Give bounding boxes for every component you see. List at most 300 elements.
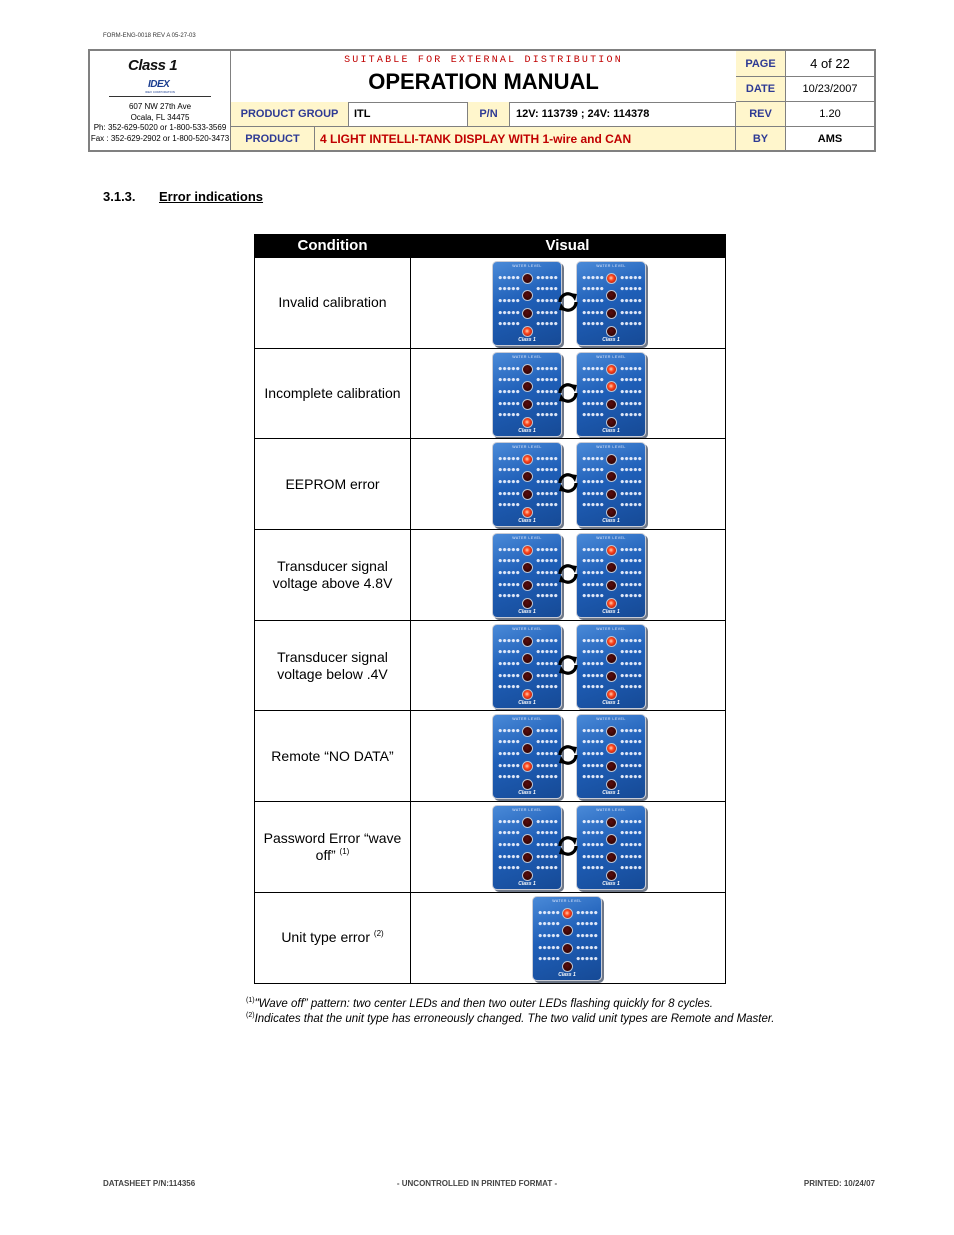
water-drop-icon [498,818,520,824]
panel-brand-logo: Class 1 [602,427,620,434]
water-drop-icon [498,738,520,744]
product-label: PRODUCT [231,127,315,150]
tank-display-panel [492,261,562,346]
panel-title: WATER LEVEL [552,898,582,903]
panel-brand-logo: Class 1 [602,699,620,706]
water-drop-icon [620,501,642,507]
panel-brand-logo: Class 1 [558,971,576,978]
rev-value: 1.20 [786,102,874,127]
form-id: FORM-ENG-0018 REV A 05-27-03 [103,33,196,39]
cycle-arrows-icon [556,834,580,858]
condition-label: EEPROM error [285,475,380,492]
footnote-mark: (2) [246,1012,255,1019]
water-drop-icon [582,818,604,824]
water-drop-icon [620,592,642,598]
section-number: 3.1.3. [103,189,136,204]
led-off-indicator [562,943,573,954]
water-drop-icon [538,944,560,950]
panel-brand-logo: Class 1 [602,337,620,343]
condition-label: Invalid calibration [278,294,387,311]
visual-cell [411,349,725,439]
water-drop-icon [498,762,520,768]
footnote-text: "Wave off” pattern: two center LEDs and then two outer LEDs flashing quickly for 8 cycles. [254,998,713,1010]
water-drop-icon [576,909,598,915]
led-on-indicator [606,636,617,647]
led-on-indicator [606,364,617,375]
water-drop-icon [536,738,558,744]
led-off-indicator [606,507,617,518]
condition-cell [255,530,411,620]
water-drop-icon [536,648,558,654]
water-drop-icon [582,455,604,461]
pn-value: 12V: 113739 ; 24V: 114378 [510,102,736,127]
water-drop-icon [620,864,642,870]
footnote-1 [246,998,713,1010]
led-off-indicator [522,489,533,500]
led-off-indicator [606,399,617,410]
water-drop-icon [498,455,520,461]
water-drop-icon [582,400,604,406]
water-drop-icon [582,750,604,756]
panel-brand-logo: Class 1 [518,699,536,706]
water-drop-icon [536,490,558,496]
led-on-indicator [562,908,573,919]
water-drop-icon [498,274,520,280]
water-drop-icon [498,400,520,406]
visual-column-header: Visual [545,237,590,254]
led-off-indicator [522,726,533,737]
pn-label: P/N [468,102,510,127]
company-address [90,102,230,144]
water-drop-icon [582,411,604,417]
water-drop-icon [582,546,604,552]
water-drop-icon [498,501,520,507]
led-off-indicator [522,580,533,591]
condition-text [271,748,393,765]
water-drop-icon [498,411,520,417]
water-drop-icon [536,309,558,315]
led-off-indicator [522,308,533,319]
water-drop-icon [620,581,642,587]
led-off-indicator [522,290,533,301]
distribution-notice: SUITABLE FOR EXTERNAL DISTRIBUTION [344,55,623,66]
water-drop-icon [582,309,604,315]
led-off-indicator [606,290,617,301]
led-off-indicator [606,779,617,790]
water-drop-icon [498,297,520,303]
date-value: 10/23/2007 [786,77,874,102]
led-off-indicator [522,834,533,845]
water-drop-icon [498,466,520,472]
panel-brand-logo: Class 1 [518,881,536,888]
led-off-indicator [522,636,533,647]
led-off-indicator [522,598,533,609]
water-drop-icon [538,955,560,961]
water-drop-icon [536,672,558,678]
panel-title: WATER LEVEL [596,445,626,450]
water-drop-icon [576,944,598,950]
water-drop-icon [620,557,642,563]
water-drop-icon [498,546,520,552]
water-drop-icon [620,569,642,575]
product-group-value: ITL [349,102,468,127]
water-drop-icon [620,762,642,768]
water-drop-icon [536,581,558,587]
panel-brand-logo: Class 1 [518,337,536,343]
water-drop-icon [498,853,520,859]
condition-text [285,476,379,493]
water-drop-icon [576,932,598,938]
water-drop-icon [582,581,604,587]
water-drop-icon [582,490,604,496]
led-on-indicator [522,689,533,700]
condition-cell [255,711,411,801]
condition-text [278,294,386,311]
water-drop-icon [498,309,520,315]
tank-display-panel [576,533,646,618]
tank-display-panel [492,624,562,709]
water-drop-icon [620,297,642,303]
tank-display-panel [492,442,562,527]
condition-column-header: Condition [297,237,368,254]
water-drop-icon [536,818,558,824]
water-drop-icon [620,285,642,291]
water-drop-icon [620,466,642,472]
condition-text [255,558,410,592]
led-off-indicator [606,580,617,591]
water-drop-icon [536,274,558,280]
water-drop-icon [582,557,604,563]
led-off-indicator [606,417,617,428]
water-drop-icon [498,750,520,756]
water-drop-icon [582,376,604,382]
panel-brand-logo: Class 1 [518,427,536,434]
date-label: DATE [736,77,786,102]
condition-cell [255,802,411,892]
address-line: 607 NW 27th Ave [128,102,192,111]
tank-display-panel [492,533,562,618]
led-on-indicator [606,545,617,556]
water-drop-icon [620,455,642,461]
led-off-indicator [606,761,617,772]
led-on-indicator [606,743,617,754]
water-drop-icon [536,285,558,291]
water-drop-icon [498,660,520,666]
condition-label: Password Error “wave off” [263,829,402,863]
water-drop-icon [498,864,520,870]
water-drop-icon [620,388,642,394]
led-off-indicator [522,364,533,375]
table-row [255,348,725,439]
condition-label: Remote “NO DATA” [271,747,394,764]
led-off-indicator [522,743,533,754]
water-drop-icon [498,727,520,733]
tank-display-panel [576,624,646,709]
led-off-indicator [562,925,573,936]
visual-cell [411,711,725,801]
water-drop-icon [620,546,642,552]
cycle-arrows-icon [556,562,580,586]
led-off-indicator [606,308,617,319]
panel-title: WATER LEVEL [596,536,626,541]
class1-logo: Class 1 [128,57,178,74]
water-drop-icon [582,388,604,394]
panel-title: WATER LEVEL [512,536,542,541]
water-drop-icon [582,466,604,472]
water-drop-icon [582,285,604,291]
panel-title: WATER LEVEL [512,626,542,631]
water-drop-icon [582,297,604,303]
table-row [255,892,725,983]
condition-text [281,929,383,946]
water-drop-icon [498,648,520,654]
water-drop-icon [582,478,604,484]
panel-brand-logo: Class 1 [602,790,620,797]
error-indications-table [254,234,726,984]
led-off-indicator [606,870,617,881]
water-drop-icon [536,411,558,417]
water-drop-icon [620,773,642,779]
water-drop-icon [582,841,604,847]
led-on-indicator [522,545,533,556]
page-label: PAGE [736,51,786,77]
cycle-arrows-icon [556,471,580,495]
water-drop-icon [620,683,642,689]
led-on-indicator [606,689,617,700]
panel-title: WATER LEVEL [596,626,626,631]
led-off-indicator [606,471,617,482]
panel-brand-logo: Class 1 [518,518,536,525]
water-drop-icon [498,478,520,484]
water-drop-icon [576,920,598,926]
water-drop-icon [536,660,558,666]
water-drop-icon [538,909,560,915]
water-drop-icon [582,569,604,575]
visual-cell [411,802,725,892]
rev-label: REV [736,102,786,127]
water-drop-icon [536,365,558,371]
water-drop-icon [620,727,642,733]
water-drop-icon [582,853,604,859]
water-drop-icon [498,829,520,835]
water-drop-icon [498,592,520,598]
footer-printed: PRINTED: 10/24/07 [803,1179,875,1188]
water-drop-icon [498,683,520,689]
water-drop-icon [582,672,604,678]
water-drop-icon [620,637,642,643]
water-drop-icon [620,490,642,496]
led-off-indicator [606,562,617,573]
tank-display-panel [492,352,562,437]
cycle-arrows-icon [556,290,580,314]
water-drop-icon [620,853,642,859]
table-row [255,529,725,620]
table-row [255,438,725,529]
water-drop-icon [582,660,604,666]
footer-datasheet: DATASHEET P/N:114356 [103,1179,196,1188]
water-drop-icon [498,672,520,678]
led-off-indicator [522,817,533,828]
water-drop-icon [498,490,520,496]
led-off-indicator [522,399,533,410]
tank-display-panel [576,352,646,437]
led-off-indicator [522,671,533,682]
water-drop-icon [582,274,604,280]
visual-cell [411,621,725,711]
panel-title: WATER LEVEL [512,717,542,722]
panel-title: WATER LEVEL [596,808,626,813]
water-drop-icon [576,955,598,961]
water-drop-icon [582,738,604,744]
water-drop-icon [536,683,558,689]
condition-text [264,385,400,402]
condition-cell [255,349,411,439]
panel-title: WATER LEVEL [596,717,626,722]
footnote-mark: (1) [246,997,255,1004]
water-drop-icon [620,648,642,654]
water-drop-icon [536,501,558,507]
water-drop-icon [536,569,558,575]
idex-logo: IDEX [148,79,170,90]
water-drop-icon [620,738,642,744]
water-drop-icon [498,285,520,291]
by-label: BY [736,127,786,150]
visual-cell [411,258,725,348]
cycle-arrows-icon [556,653,580,677]
water-drop-icon [536,400,558,406]
water-drop-icon [498,365,520,371]
water-drop-icon [582,501,604,507]
water-drop-icon [582,762,604,768]
water-drop-icon [620,376,642,382]
water-drop-icon [536,727,558,733]
document-header [88,49,876,152]
panel-title: WATER LEVEL [512,264,542,268]
panel-title: WATER LEVEL [596,354,626,359]
document-title: OPERATION MANUAL [368,69,599,94]
water-drop-icon [536,853,558,859]
title-cell [231,51,737,103]
led-off-indicator [606,454,617,465]
product-value: 4 LIGHT INTELLI-TANK DISPLAY WITH 1-wire and CAN [315,127,736,150]
led-off-indicator [522,273,533,284]
led-off-indicator [522,562,533,573]
water-drop-icon [582,365,604,371]
visual-cell [411,893,725,983]
condition-cell [255,893,411,983]
panel-brand-logo: Class 1 [602,609,620,616]
tank-display-panel [576,714,646,799]
by-value: AMS [817,132,843,145]
panel-brand-logo: Class 1 [518,790,536,797]
water-drop-icon [620,274,642,280]
water-drop-icon [620,750,642,756]
table-row [255,620,725,711]
condition-label: Unit type error [281,929,371,946]
condition-text [255,830,410,864]
water-drop-icon [582,829,604,835]
water-drop-icon [536,864,558,870]
table-row [255,710,725,801]
water-drop-icon [536,841,558,847]
phone-line: Ph: 352-629-5020 or 1-800-533-3569 [93,123,227,132]
visual-cell [411,530,725,620]
led-off-indicator [606,671,617,682]
table-body [255,257,725,983]
water-drop-icon [582,648,604,654]
panel-brand-logo: Class 1 [602,518,620,525]
section-title: Error indications [159,189,264,204]
condition-label: Transducer signal voltage below .4V [277,648,388,682]
idex-logo-subtitle: IDEX CORPORATION [145,90,175,94]
led-off-indicator [562,961,573,972]
led-on-indicator [606,598,617,609]
footer-uncontrolled: - UNCONTROLLED IN PRINTED FORMAT - [396,1179,558,1188]
water-drop-icon [620,829,642,835]
water-drop-icon [498,320,520,326]
water-drop-icon [536,388,558,394]
water-drop-icon [620,672,642,678]
water-drop-icon [498,388,520,394]
table-row [255,257,725,348]
table-header [255,235,725,257]
water-drop-icon [620,841,642,847]
led-off-indicator [522,653,533,664]
led-on-indicator [606,273,617,284]
led-off-indicator [606,653,617,664]
water-drop-icon [536,637,558,643]
tank-display-panel [576,442,646,527]
water-drop-icon [582,683,604,689]
led-on-indicator [522,326,533,337]
led-off-indicator [522,779,533,790]
water-drop-icon [536,557,558,563]
cycle-arrows-icon [556,381,580,405]
water-drop-icon [498,773,520,779]
water-drop-icon [498,581,520,587]
water-drop-icon [620,365,642,371]
page-value: 4 of 22 [786,51,874,77]
condition-cell [255,621,411,711]
address-line: Ocala, FL 34475 [130,112,190,122]
led-off-indicator [522,870,533,881]
water-drop-icon [582,637,604,643]
led-off-indicator [606,817,617,828]
table-row [255,801,725,892]
panel-title: WATER LEVEL [512,808,542,813]
water-drop-icon [538,920,560,926]
led-off-indicator [522,381,533,392]
panel-title: WATER LEVEL [596,264,626,268]
fax-line: Fax : 352-629-2902 or 1-800-520-3473 [90,133,230,143]
water-drop-icon [498,841,520,847]
water-drop-icon [536,762,558,768]
led-off-indicator [606,726,617,737]
panel-brand-logo: Class 1 [602,881,620,888]
visual-cell [411,439,725,529]
footnote-reference: (2) [373,929,384,939]
water-drop-icon [536,320,558,326]
tank-display-panel [576,261,646,346]
led-off-indicator [522,471,533,482]
water-drop-icon [536,750,558,756]
water-drop-icon [582,727,604,733]
water-drop-icon [620,660,642,666]
water-drop-icon [620,478,642,484]
panel-title: WATER LEVEL [512,354,542,359]
cycle-arrows-icon [556,743,580,767]
water-drop-icon [536,455,558,461]
